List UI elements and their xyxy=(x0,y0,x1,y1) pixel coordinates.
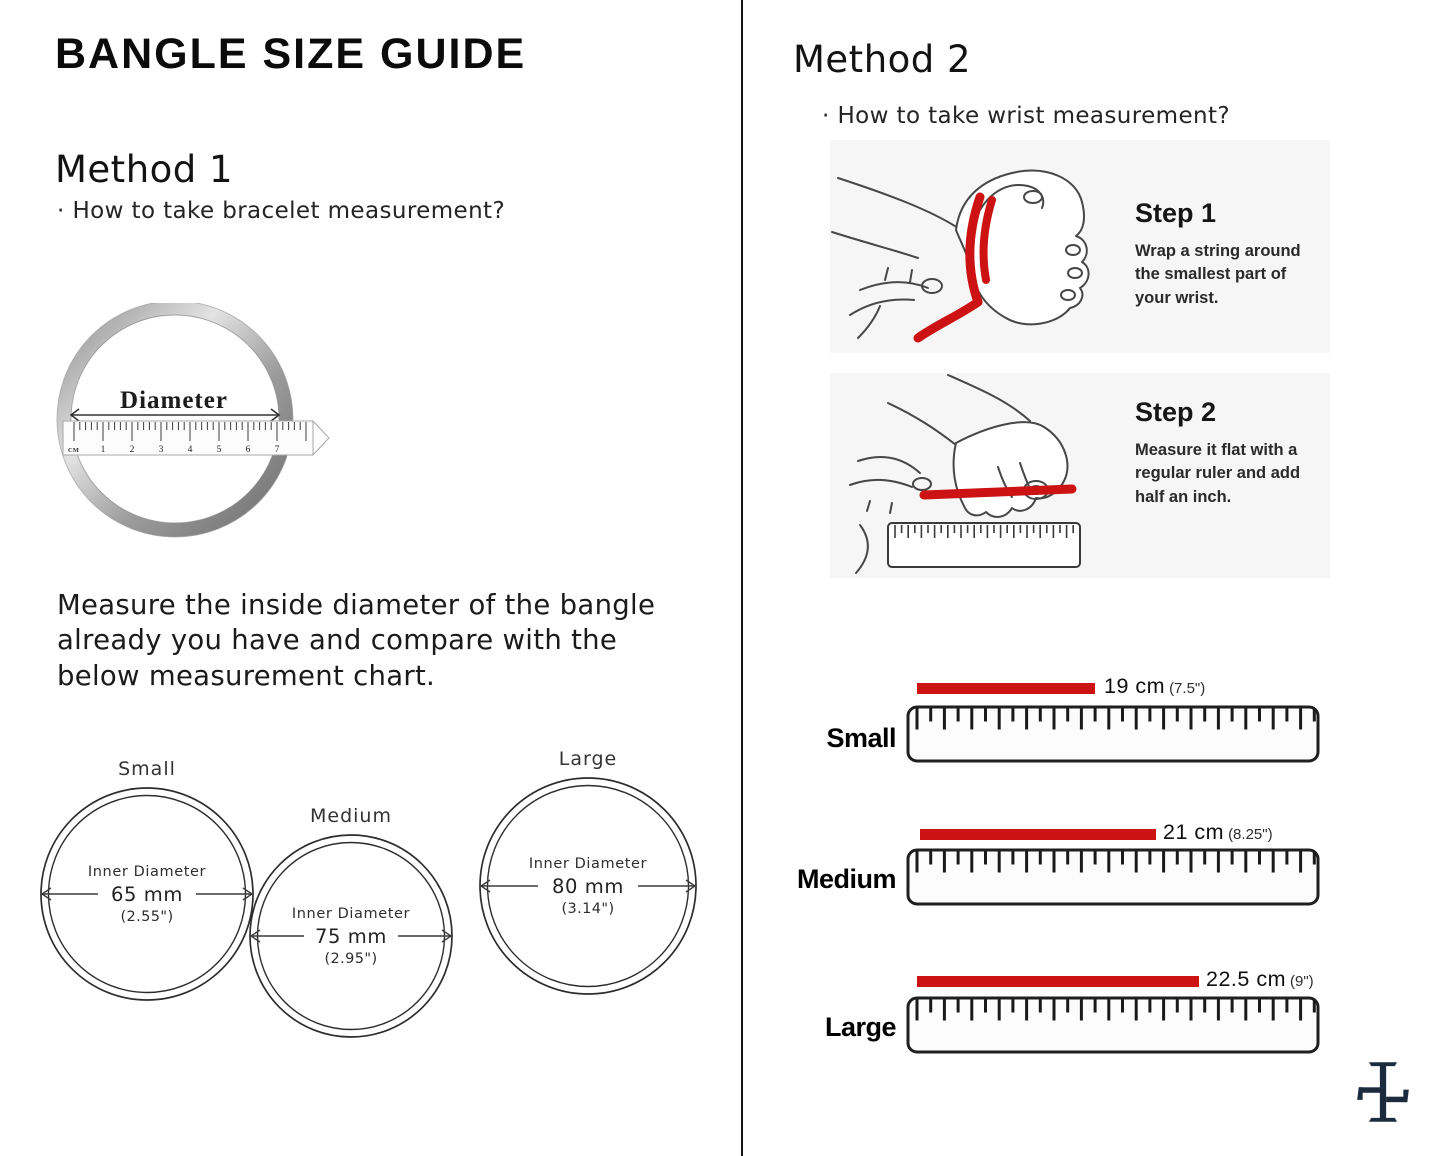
ruler-unit-label: CM xyxy=(68,447,79,454)
ruler-large xyxy=(906,996,1320,1054)
step1-wrist-string-illustration xyxy=(830,140,1130,353)
size-figure-large xyxy=(477,748,699,997)
step2-ruler-measure-illustration xyxy=(830,373,1130,578)
brand-monogram-logo xyxy=(1348,1056,1418,1128)
step2-panel xyxy=(830,373,1330,578)
wrist-size-name: Small xyxy=(826,723,896,753)
step2-text xyxy=(1130,373,1325,578)
bangle-ruler xyxy=(63,421,329,455)
size-figure-small xyxy=(38,758,256,1003)
method1-heading: Method 1 xyxy=(55,148,234,191)
wrist-size-name: Medium xyxy=(796,864,896,894)
length-label-small: 19 cm (7.5") xyxy=(1104,674,1206,698)
step1-title: Step 1 xyxy=(1135,198,1217,228)
size-figure-medium xyxy=(247,805,455,1040)
length-label-large: 22.5 cm (9") xyxy=(1206,967,1314,991)
page-title: BANGLE SIZE GUIDE xyxy=(55,30,527,78)
wrist-size-name: Large xyxy=(824,1012,896,1042)
bangle-diameter-illustration xyxy=(55,303,340,545)
method2-heading: Method 2 xyxy=(793,38,972,81)
svg-text:6: 6 xyxy=(245,445,251,455)
size-name: Small xyxy=(118,758,176,780)
svg-text:7: 7 xyxy=(274,445,280,455)
svg-text:3: 3 xyxy=(158,445,164,455)
method1-question: · How to take bracelet measurement? xyxy=(57,198,505,224)
size-name: Large xyxy=(558,748,618,770)
step2-title: Step 2 xyxy=(1135,397,1217,427)
ruler-small xyxy=(906,705,1320,763)
step1-body: Wrap a string around the smallest part of your wrist. xyxy=(1135,242,1301,307)
diameter-label: Diameter xyxy=(120,387,228,414)
size-measurements: Inner Diameter 80 mm (3.14") xyxy=(528,856,648,917)
length-label-medium: 21 cm (8.25") xyxy=(1163,820,1273,844)
step2-body: Measure it flat with a regular ruler and add half an inch. xyxy=(1135,441,1301,506)
mini-ruler xyxy=(888,523,1080,567)
bangle-ring xyxy=(57,303,293,537)
size-measurements: Inner Diameter 65 mm (2.55") xyxy=(87,864,207,925)
svg-text:1: 1 xyxy=(100,445,106,455)
size-measurements: Inner Diameter 75 mm (2.95") xyxy=(291,906,411,967)
svg-text:5: 5 xyxy=(216,445,222,455)
svg-text:2: 2 xyxy=(129,445,135,455)
method1-description: Measure the inside diameter of the bangle already you have and compare with the below measurement chart. xyxy=(57,588,656,692)
length-bar-medium xyxy=(920,829,1156,840)
ruler-medium xyxy=(906,848,1320,906)
length-bar-small xyxy=(917,683,1095,694)
svg-text:4: 4 xyxy=(187,445,193,455)
size-name: Medium xyxy=(310,805,392,827)
red-string xyxy=(924,489,1072,495)
column-divider xyxy=(741,0,743,1156)
length-bar-large xyxy=(917,976,1199,987)
step1-panel xyxy=(830,140,1330,353)
step1-text xyxy=(1130,140,1325,353)
method2-question: · How to take wrist measurement? xyxy=(822,103,1230,129)
